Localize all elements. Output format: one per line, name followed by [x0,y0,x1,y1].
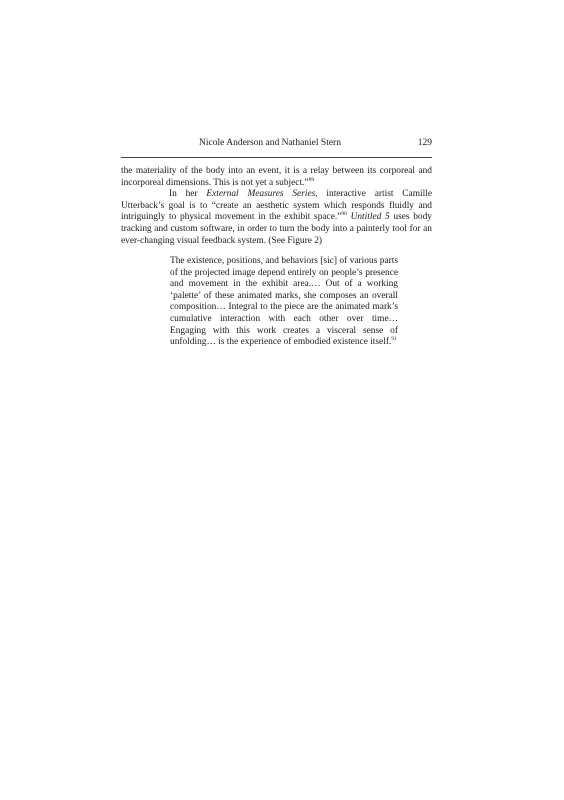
running-title: Nicole Anderson and Nathaniel Stern [199,138,341,148]
paragraph-end: uses body tracking and custom software, in order to turn the body into a painterly tool for an ever-changing visual feedback system. (See Figure 2) [121,212,432,246]
footnote-marker: 90 [341,211,347,218]
work-title: Untitled 5 [350,212,390,223]
quote-text: The existence, positions, and behaviors [sic] of various parts of the projected image depend entirely on people’s presence and movement in the exhibit area.… Out of a working ‘palette’ of these animated marks, she composes an overall composition… Integral to the piece are the animated mark’s cumulative interaction with each other over time… Engaging with this work creates a visceral sense of unfolding… is the experience of embodied existence itself. [170,256,398,348]
paragraph-intro: In her [169,189,207,200]
page-number: 129 [417,138,432,148]
block-quote [170,256,398,349]
series-title: External Measures Series [206,189,316,200]
paragraph-middle: , interactive artist Camille Utterback’s goal is to “create an aesthetic system which responds fluidly and intriguingly to physical movement in the exhibit space.” [121,189,432,223]
paragraph-text: the materiality of the body into an event, it is a relay between its corporeal and incorporeal dimensions. This is not yet a subject.” [121,166,432,188]
footnote-marker: 89 [308,176,315,183]
paragraph-utterback [121,189,432,247]
paragraph-continuation [121,166,432,189]
body-text [121,166,432,247]
header-rule [121,157,432,158]
footnote-marker: 91 [391,336,397,343]
